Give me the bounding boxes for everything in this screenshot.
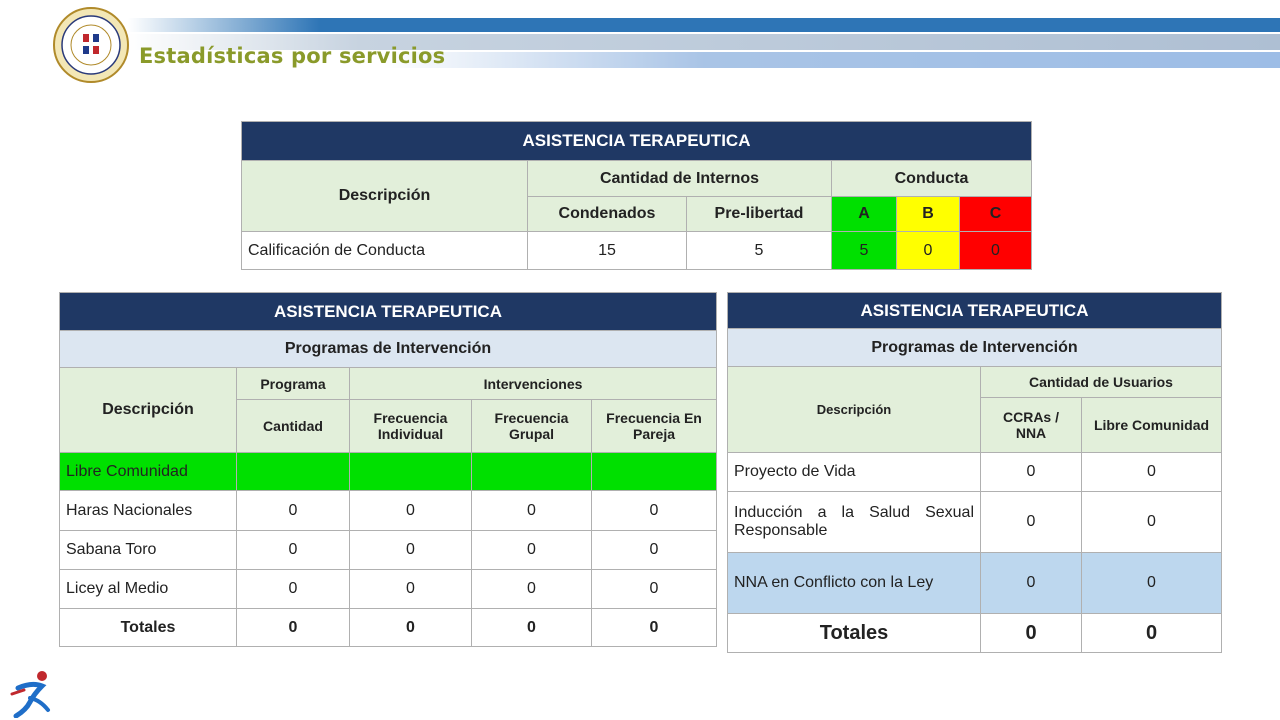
cell-grupal <box>472 453 592 491</box>
cell-cantidad <box>237 453 350 491</box>
cell-cantidad: 0 <box>237 491 350 531</box>
col-intervenciones: Intervenciones <box>350 368 717 400</box>
col-grade-b: B <box>897 197 960 232</box>
col-descripcion: Descripción <box>728 367 981 453</box>
row-label: Libre Comunidad <box>60 453 237 491</box>
col-frecuencia-individual: Frecuencia Individual <box>350 400 472 453</box>
cell-grade-c: 0 <box>960 232 1032 270</box>
col-programa: Programa <box>237 368 350 400</box>
cell-pareja: 0 <box>592 491 717 531</box>
row-label: Proyecto de Vida <box>728 453 981 492</box>
row-label: Inducción a la Salud Sexual Responsable <box>728 492 981 553</box>
usuarios-intervencion-table <box>727 292 1222 653</box>
table-subtitle: Programas de Intervención <box>728 329 1222 367</box>
col-prelibertad: Pre-libertad <box>687 197 832 232</box>
page-title: Estadísticas por servicios <box>139 44 446 68</box>
col-descripcion: Descripción <box>60 368 237 453</box>
col-cantidad-usuarios: Cantidad de Usuarios <box>981 367 1222 398</box>
table-title: ASISTENCIA TERAPEUTICA <box>60 293 717 331</box>
cell-grupal: 0 <box>472 531 592 570</box>
cell-condenados: 15 <box>528 232 687 270</box>
cell-grade-a: 5 <box>832 232 897 270</box>
cell-pareja: 0 <box>592 531 717 570</box>
cell-individual: 0 <box>350 531 472 570</box>
col-libre-comunidad: Libre Comunidad <box>1082 398 1222 453</box>
table-subtitle: Programas de Intervención <box>60 331 717 368</box>
total-pareja: 0 <box>592 609 717 647</box>
total-grupal: 0 <box>472 609 592 647</box>
cell-individual: 0 <box>350 570 472 609</box>
cell-prelibertad: 5 <box>687 232 832 270</box>
row-label: Calificación de Conducta <box>242 232 528 270</box>
header-band-dark <box>0 18 1280 32</box>
cell-ccras: 0 <box>981 553 1082 614</box>
table-title: ASISTENCIA TERAPEUTICA <box>242 122 1032 161</box>
col-ccras-nna: CCRAs / NNA <box>981 398 1082 453</box>
col-grade-a: A <box>832 197 897 232</box>
runner-figure-logo <box>8 664 60 718</box>
col-cantidad: Cantidad <box>237 400 350 453</box>
col-condenados: Condenados <box>528 197 687 232</box>
col-cantidad-internos: Cantidad de Internos <box>528 161 832 197</box>
cell-ccras: 0 <box>981 492 1082 553</box>
cell-cantidad: 0 <box>237 531 350 570</box>
procuraduria-seal-logo <box>52 6 130 84</box>
totals-label: Totales <box>728 614 981 653</box>
col-frecuencia-pareja: Frecuencia En Pareja <box>592 400 717 453</box>
row-label: Sabana Toro <box>60 531 237 570</box>
total-libre: 0 <box>1082 614 1222 653</box>
col-grade-c: C <box>960 197 1032 232</box>
programas-intervencion-table <box>59 292 717 647</box>
cell-libre: 0 <box>1082 553 1222 614</box>
totals-label: Totales <box>60 609 237 647</box>
col-descripcion: Descripción <box>242 161 528 232</box>
table-title: ASISTENCIA TERAPEUTICA <box>728 293 1222 329</box>
cell-grupal: 0 <box>472 491 592 531</box>
total-ccras: 0 <box>981 614 1082 653</box>
cell-pareja: 0 <box>592 570 717 609</box>
col-frecuencia-grupal: Frecuencia Grupal <box>472 400 592 453</box>
cell-grade-b: 0 <box>897 232 960 270</box>
cell-pareja <box>592 453 717 491</box>
cell-individual <box>350 453 472 491</box>
row-label: Haras Nacionales <box>60 491 237 531</box>
cell-libre: 0 <box>1082 453 1222 492</box>
cell-cantidad: 0 <box>237 570 350 609</box>
row-label: NNA en Conflicto con la Ley <box>728 553 981 614</box>
cell-grupal: 0 <box>472 570 592 609</box>
conducta-table <box>241 121 1032 270</box>
col-conducta: Conducta <box>832 161 1032 197</box>
cell-ccras: 0 <box>981 453 1082 492</box>
row-label: Licey al Medio <box>60 570 237 609</box>
total-cantidad: 0 <box>237 609 350 647</box>
total-individual: 0 <box>350 609 472 647</box>
cell-individual: 0 <box>350 491 472 531</box>
cell-libre: 0 <box>1082 492 1222 553</box>
